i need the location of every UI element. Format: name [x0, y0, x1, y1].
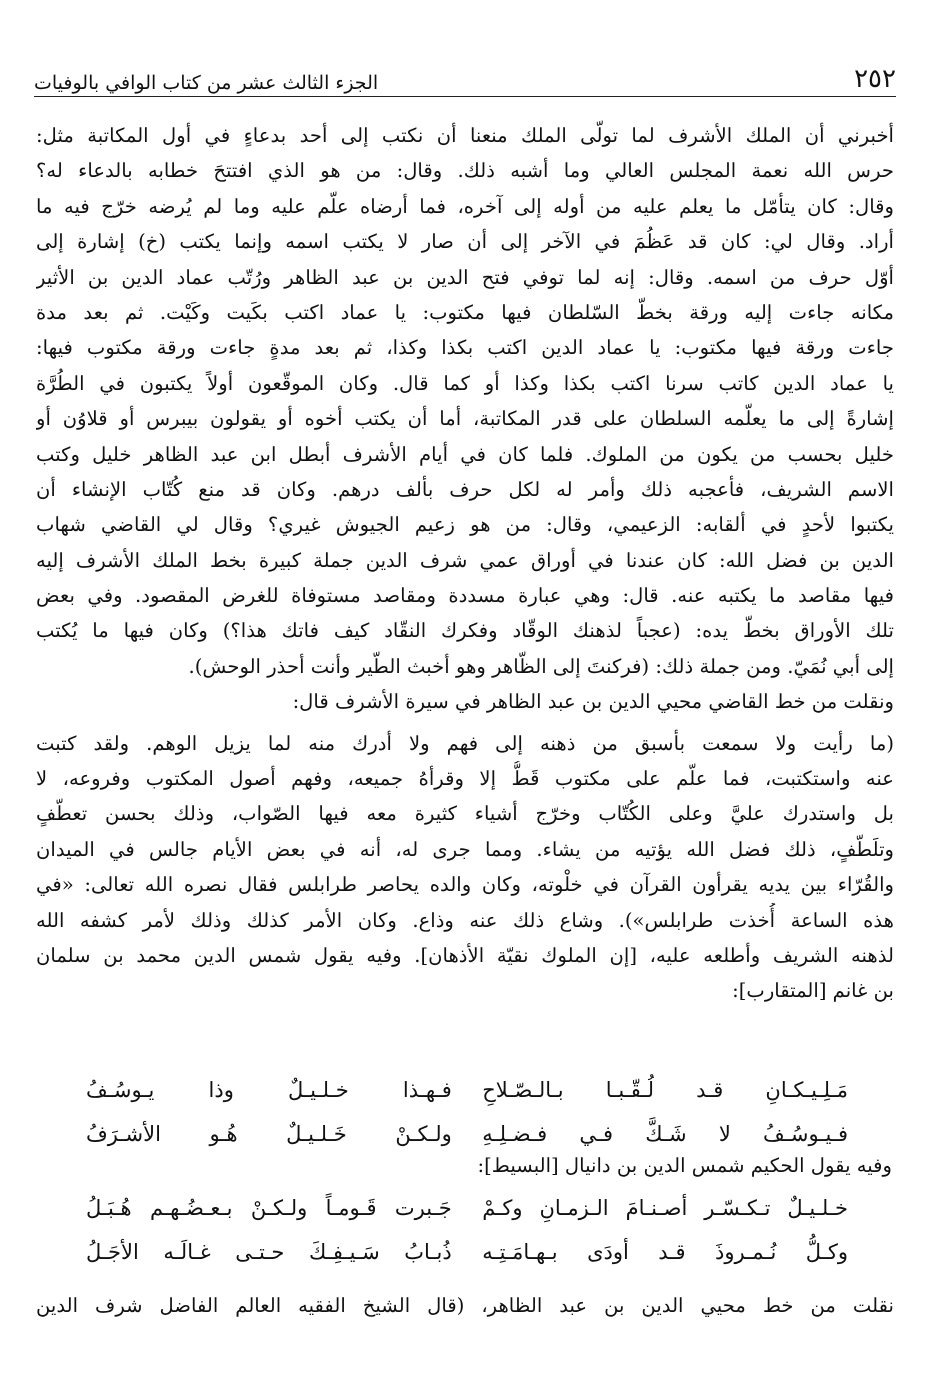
verse-first-hemistich: وكـلُّ نُـمـروذَ قـد أودَى بـهـامَـتِـه — [482, 1240, 848, 1264]
text-line: خليل بحسب من يكون من الملوك. فلما كان في أيام الأشرف أبطل ابن عبد الظاهر خليل وكتب — [36, 442, 894, 466]
text-line: جاءت ورقة فيها مكتوب: يا عماد الدين اكتب بكذا وكذا، ثم بعد مدةٍ جاءت ورقة مكتوب فيها: — [36, 336, 894, 360]
header-divider — [34, 96, 896, 97]
verse-second-hemistich: فـهـذا خـلـيـلٌ وذا يـوسُـفُ — [86, 1078, 452, 1102]
text-line: إلى أبي نُمَيّ. ومن جملة ذلك: (فركنتَ إلى الظّاهر وهو أخبث الطّير وأنت أحذر الوحش). — [188, 654, 894, 678]
page-number: ٢٥٢ — [854, 64, 896, 94]
text-line: أوّل حرف من اسمه. وقال: إنه لما توفي فتح الدين بن عبد الظاهر ورُتّب عماد الدين بن الأثير — [36, 265, 894, 289]
running-title: الجزء الثالث عشر من كتاب الوافي بالوفيات — [34, 72, 379, 94]
verse-second-hemistich: جَـبرت قَـومـاً ولـكـنْ بـعـضُـهـم هُـبَـلُ — [86, 1196, 452, 1220]
text-line: تلك الأوراق بخطّ يده: (عجباً لذهنك الوقّاد وفكرك النقّاد كيف فاتك هذا؟) وكان فيها ما يُكتب — [36, 619, 894, 643]
verse — [86, 1230, 848, 1274]
verse-second-hemistich: ذُبـابُ سَـيـفِـكَ حـتـى غـالَـه الأجَـلُ — [86, 1240, 452, 1264]
text-line: لذهنه الشريف وأطلعه عليه، [إن الملوك نقيّة الأذهان]. وفيه يقول شمس الدين محمد بن سلمان — [36, 943, 894, 967]
verse-first-hemistich: خـلـيـلٌ تـكـسّـر أصـنـامَ الـزمـانِ وكـمْ — [482, 1196, 848, 1220]
poem-mutaqarib — [86, 1068, 848, 1156]
main-text — [36, 118, 894, 1009]
verse-second-hemistich: ولـكـنْ خَـلـيـلٌ هُـو الأشـرَفُ — [86, 1122, 452, 1146]
text-line: (ما رأيت ولا سمعت بأسبق من ذهنه إلى فهم ولا أدرك منه لما يزيل الوهم. ولقد كتبت — [36, 731, 894, 755]
text-line: هذه الساعة أُخذت طرابلس»). وشاع ذلك عنه وذاع. وكان الأمر كذلك وذلك لأمر كشفه الله — [36, 908, 894, 932]
text-line: وقال: كان يتأمّل ما يعلم عليه من أوله إلى آخره، فما أرضاه علّم عليه وما لم يُرضه خرّج فيه ما — [36, 194, 894, 218]
text-line: أراد. وقال لي: كان قد عَظُمَ في الآخر إلى أن صار لا يكتب اسمه وإنما يكتب (خ) إشارة إلى — [36, 230, 894, 254]
verse — [86, 1068, 848, 1112]
poem-basit — [86, 1186, 848, 1274]
page-header — [34, 54, 896, 94]
text-line: والقُرّاء بين يديه يقرأون القرآن في خلْوته، وكان والده يحاصر طرابلس فقال نصره الله تعالى: «في — [36, 873, 894, 897]
text-line: إشارةً إلى ما يعلّمه السلطان على قدر المكاتبة، أما أن يكتب أخوه أو يقولون بيبرس أو قلاوُن أو — [36, 407, 894, 431]
text-line: بل واستدرك عليَّ وعلى الكُتّاب وخرّج أشياء كثيرة معه فيها الصّواب، وذلك بحسن تعطّفٍ — [36, 802, 894, 826]
text-line: الاسم الشريف، فأعجبه ذلك وأمر له لكل حرف بألف درهم. وكان قد منع كُتّاب الإنشاء أن — [36, 477, 894, 501]
poem-intro: وفيه يقول الحكيم شمس الدين بن دانيال [البسيط]: — [477, 1154, 892, 1177]
text-line: بن غانم [المتقارب]: — [732, 979, 894, 1003]
text-line: أخبرني أن الملك الأشرف لما تولّى الملك منعنا أن نكتب إلى أحد بدعاءٍ في أول المكاتبة مثل: — [36, 124, 894, 147]
text-line: مكانه جاءت إليه ورقة بخطّ السّلطان فيها مكتوب: يا عماد اكتب بكَيت وكَيْت. ثم بعد مدة — [36, 300, 894, 324]
closing-line: نقلت من خط محيي الدين بن عبد الظاهر، (قال الشيخ الفقيه العالم الفاضل شرف الدين — [36, 1294, 894, 1317]
text-line: عنه واستكتبت، فما علّم على مكتوب قَطُّ إلا وقرأهُ جميعه، وفهم أصول المكتوب وفروعه، لا — [36, 767, 894, 791]
text-line: يا عماد الدين كاتب سرنا اكتب بكذا وكذا أو كما قال. وكان الموقّعون أولاً يكتبون في الطُرَّة — [36, 371, 894, 395]
verse-first-hemistich: فـيـوسُـفُ لا شَـكَّ فـي فـضـلِـهِ — [482, 1122, 848, 1146]
verse — [86, 1186, 848, 1230]
text-line: يكتبوا لأحدٍ في ألقابه: الزعيمي، وقال: من هو زعيم الجيوش غيري؟ وقال لي القاضي شهاب — [36, 513, 894, 537]
text-line: حرس الله نعمة المجلس العالي وما أشبه ذلك. وقال: من هو الذي افتتحَ خطابه بالدعاء له؟ — [36, 159, 894, 183]
text-line: الدين بن فضل الله: كان عندنا في أوراق عمي شرف الدين جملة كبيرة بخط الملك الأشرف إليه — [36, 548, 894, 572]
text-line: ونقلت من خط القاضي محيي الدين بن عبد الظاهر في سيرة الأشرف قال: — [292, 690, 894, 714]
verse-first-hemistich: مَـلِـيـكـانِ قـد لُـقّـبـا بـالـصّـلاحِ — [482, 1078, 848, 1102]
text-line: فيها مقاصد ما يكتبه عنه. قال: وهي عبارة مسددة ومقاصد مستوفاة للغرض المقصود. وفي بعض — [36, 584, 894, 608]
text-line: وتلَطّفٍ، ذلك فضل الله يؤتيه من يشاء. ومما جرى له، أنه في بعض الأيام جالس في الميدان — [36, 837, 894, 861]
